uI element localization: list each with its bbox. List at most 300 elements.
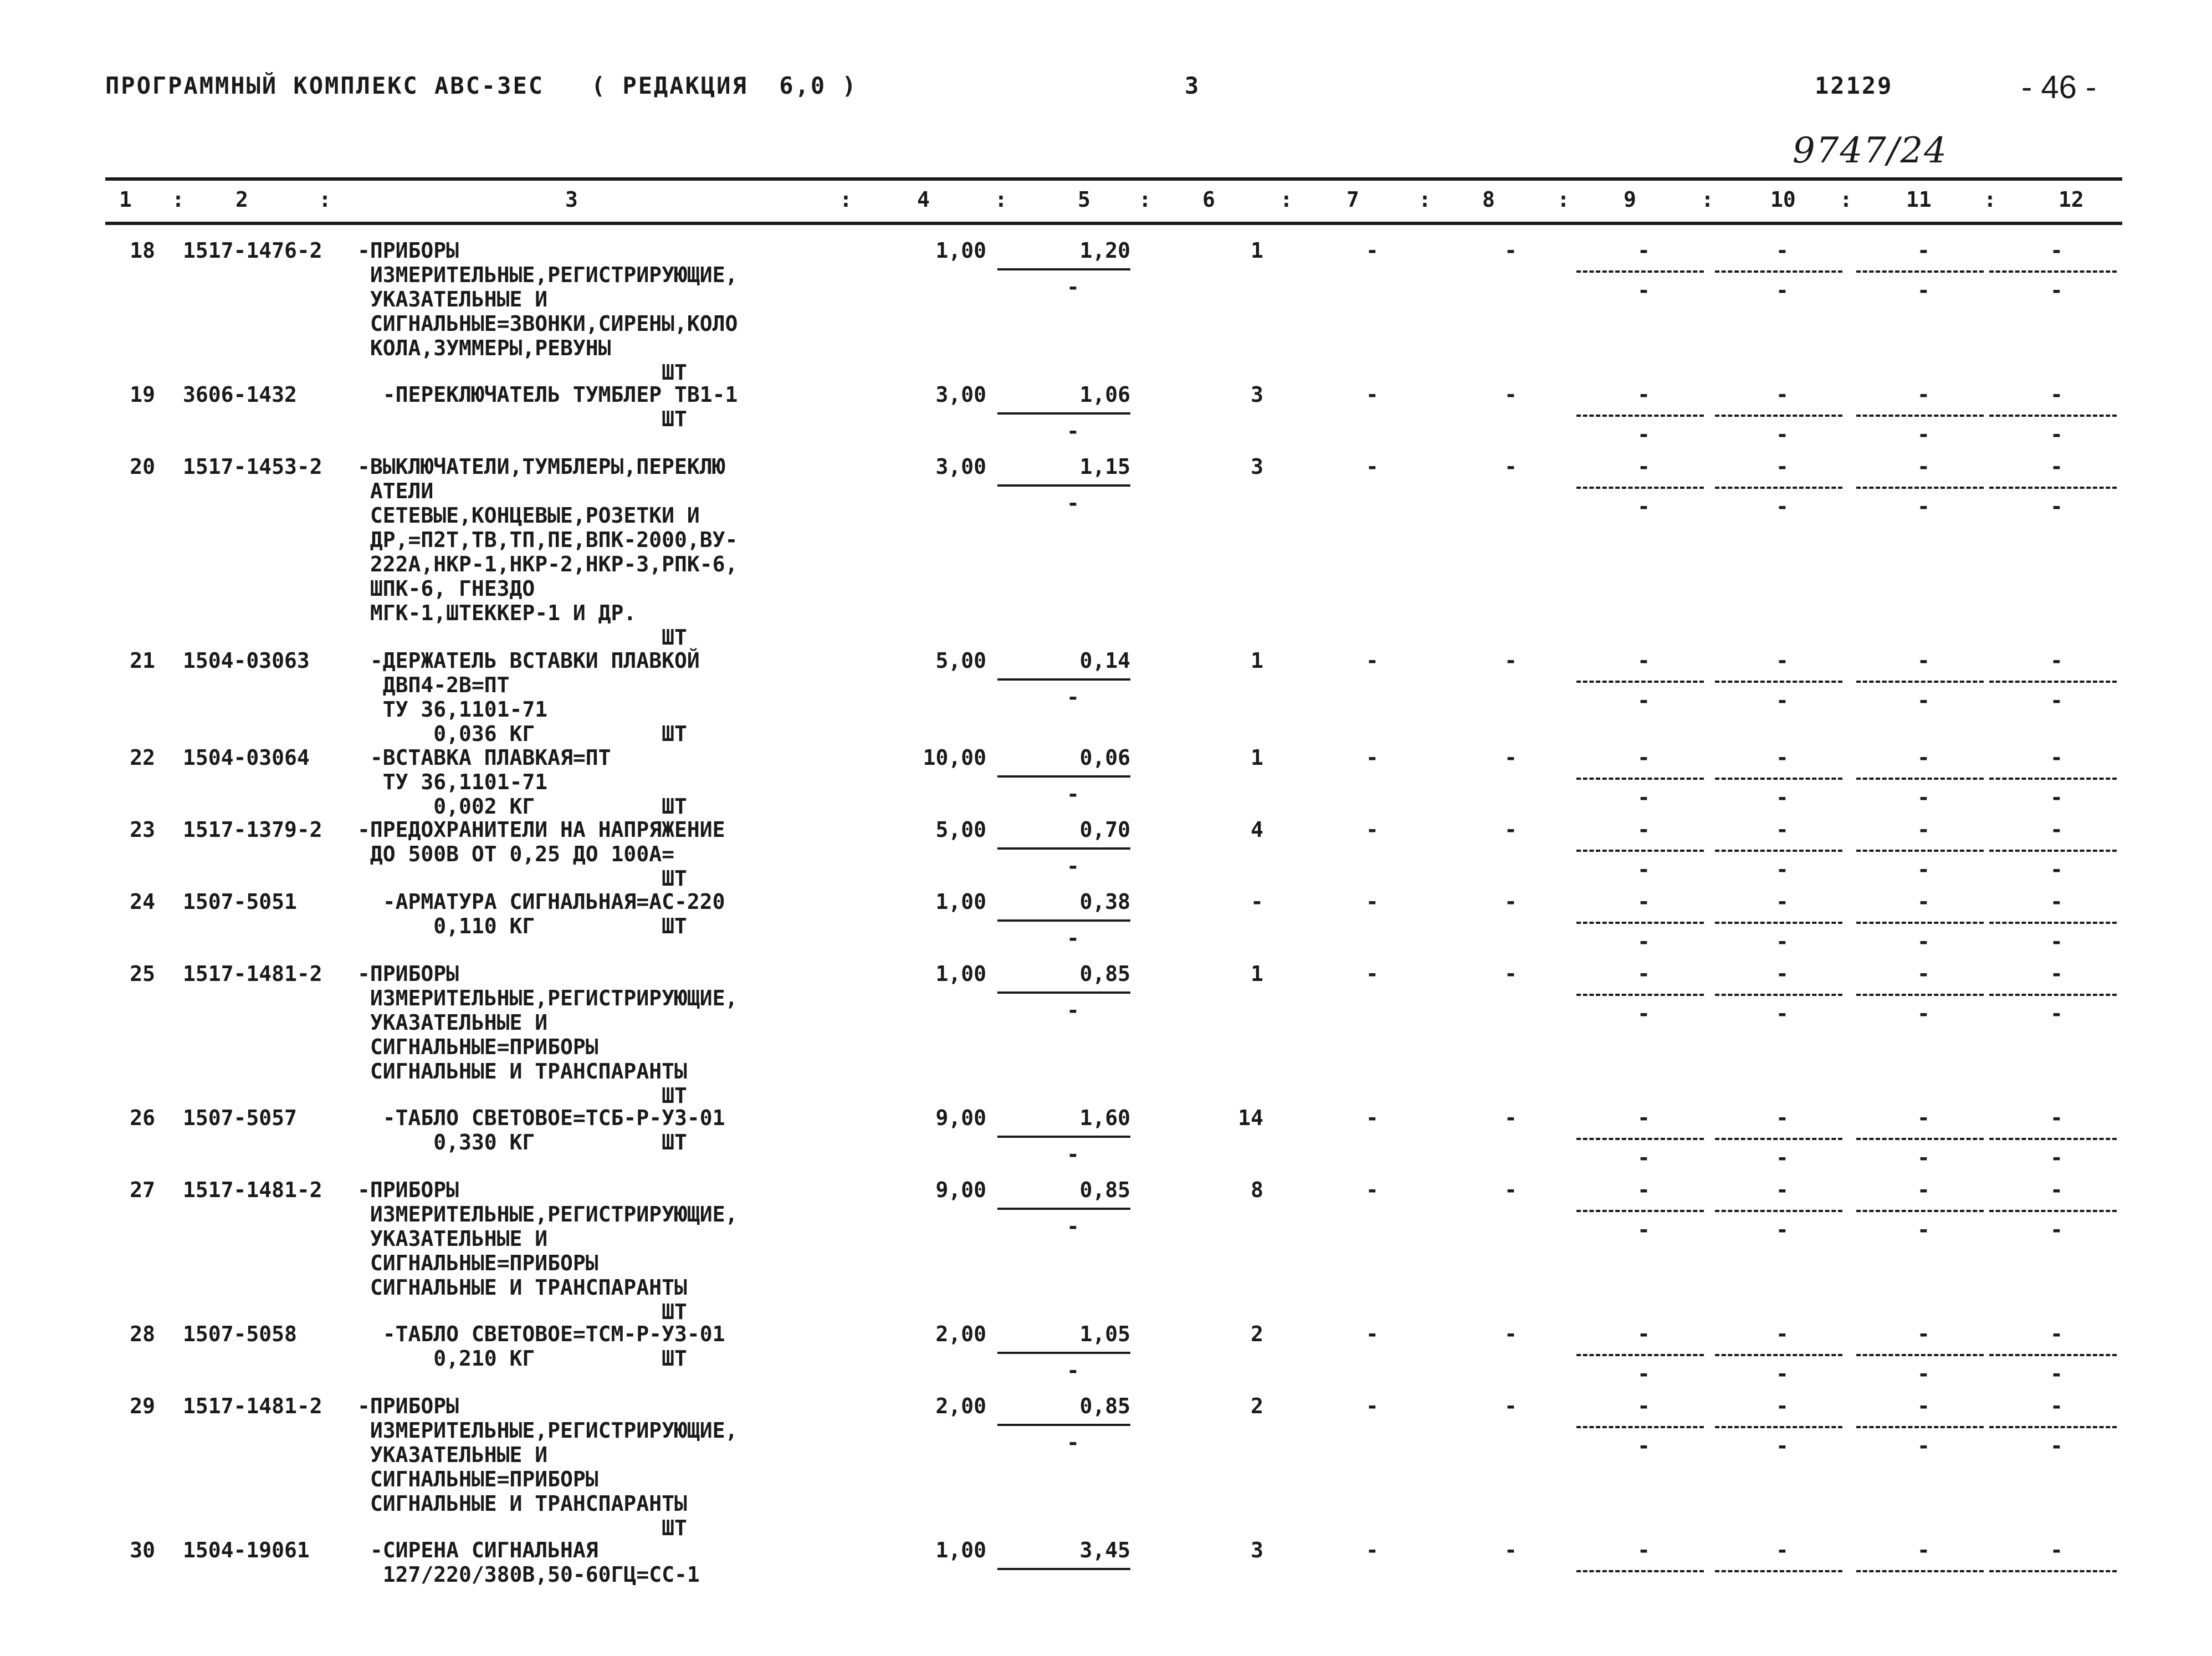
item-description-line: -ТАБЛО СВЕТОВОЕ=ТСБ-Р-У3-01 — [357, 1106, 725, 1130]
quantity-value: 2,00 — [935, 1322, 986, 1346]
item-description-line: МГК-1,ШТЕККЕР-1 И ДР. — [357, 601, 637, 625]
col12-sub-value: - — [2050, 688, 2063, 713]
rate-underline — [997, 991, 1130, 994]
item-description-line: -ВЫКЛЮЧАТЕЛИ,ТУМБЛЕРЫ,ПЕРЕКЛЮ — [357, 454, 725, 479]
item-code: 1504-19061 — [183, 1538, 310, 1562]
column-separator: : — [172, 187, 185, 212]
row-number: 27 — [130, 1178, 155, 1202]
rate-underline — [997, 1208, 1130, 1210]
col11-value: - — [1917, 1178, 1930, 1202]
column-header-2: 2 — [235, 187, 248, 212]
col10-sub-value: - — [1776, 1146, 1789, 1170]
col10-sub-value: - — [1776, 1434, 1789, 1458]
col10-value: - — [1776, 454, 1789, 479]
rate-underline — [997, 775, 1130, 778]
item-description-line: КОЛА,ЗУММЕРЫ,РЕВУНЫ — [357, 336, 611, 360]
column-separator: : — [1139, 187, 1151, 212]
col12-value: - — [2050, 745, 2063, 770]
cell-dashed-rule — [1989, 922, 2117, 924]
quantity-value: 1,00 — [935, 890, 986, 914]
column-header-4: 4 — [917, 187, 930, 212]
col10-value: - — [1776, 745, 1789, 770]
cell-dashed-rule — [1576, 778, 1704, 780]
col9-sub-value: - — [1637, 857, 1650, 882]
col10-sub-value: - — [1776, 688, 1789, 713]
item-description-line: 127/220/380В,50-60ГЦ=СС-1 — [357, 1562, 700, 1587]
rate-sub-value: - — [1067, 1142, 1079, 1167]
col10-value: - — [1776, 890, 1789, 914]
item-description-line: ШТ — [357, 1516, 687, 1540]
quantity-value: 2,00 — [935, 1394, 986, 1418]
row-number: 26 — [130, 1106, 155, 1130]
col11-sub-value: - — [1917, 1362, 1930, 1386]
column-separator: : — [1984, 187, 1996, 212]
cell-dashed-rule — [1715, 681, 1842, 683]
rate-underline — [997, 1136, 1130, 1138]
col10-value: - — [1776, 238, 1789, 263]
cell-dashed-rule — [1576, 1570, 1704, 1572]
cell-dashed-rule — [1989, 1210, 2117, 1212]
cell-dashed-rule — [1715, 1426, 1842, 1428]
rate-underline — [997, 268, 1130, 270]
col10-value: - — [1776, 1178, 1789, 1202]
col11-sub-value: - — [1917, 1001, 1930, 1026]
cell-dashed-rule — [1989, 1138, 2117, 1140]
row-number: 22 — [130, 745, 155, 770]
col11-value: - — [1917, 890, 1930, 914]
item-description-line: 0,330 КГ ШТ — [357, 1130, 687, 1154]
col11-sub-value: - — [1917, 688, 1930, 713]
quantity-value: 5,00 — [935, 817, 986, 842]
col12-value: - — [2050, 1178, 2063, 1202]
row-number: 29 — [130, 1394, 155, 1418]
count-value: - — [1251, 890, 1263, 914]
count-value: 1 — [1251, 745, 1263, 770]
quantity-value: 1,00 — [935, 962, 986, 986]
cell-dashed-rule — [1856, 1570, 1984, 1572]
cell-dashed-rule — [1856, 1354, 1984, 1356]
cell-dashed-rule — [1989, 415, 2117, 417]
item-description-line: ИЗМЕРИТЕЛЬНЫЕ,РЕГИСТРИРУЮЩИЕ, — [357, 986, 738, 1010]
unit-rate-value: 1,06 — [1079, 382, 1130, 407]
col8-value: - — [1504, 890, 1517, 914]
col7-value: - — [1366, 454, 1379, 479]
table-row — [0, 454, 2212, 650]
column-separator: : — [319, 187, 331, 212]
col8-value: - — [1504, 454, 1517, 479]
item-code: 1517-1476-2 — [183, 238, 322, 263]
document-title: ПРОГРАММНЫЙ КОМПЛЕКС АВС-ЗЕС ( РЕДАКЦИЯ 6,0 ) — [105, 72, 858, 99]
table-row — [0, 1538, 2212, 1587]
item-description-line: -ПЕРЕКЛЮЧАТЕЛЬ ТУМБЛЕР ТВ1-1 — [357, 382, 738, 407]
unit-rate-value: 1,05 — [1079, 1322, 1130, 1346]
table-row — [0, 1394, 2212, 1540]
cell-dashed-rule — [1989, 1354, 2117, 1356]
count-value: 3 — [1251, 1538, 1263, 1562]
table-row — [0, 890, 2212, 954]
row-number: 18 — [130, 238, 155, 263]
cell-dashed-rule — [1989, 270, 2117, 273]
quantity-value: 3,00 — [935, 382, 986, 407]
col11-sub-value: - — [1917, 929, 1930, 954]
column-header-3: 3 — [565, 187, 578, 212]
col11-value: - — [1917, 1394, 1930, 1418]
col12-sub-value: - — [2050, 1146, 2063, 1170]
quantity-value: 3,00 — [935, 454, 986, 479]
column-separator: : — [1419, 187, 1431, 212]
unit-rate-value: 0,06 — [1079, 745, 1130, 770]
col11-sub-value: - — [1917, 278, 1930, 303]
cell-dashed-rule — [1715, 1354, 1842, 1356]
item-code: 1517-1453-2 — [183, 454, 322, 479]
col10-sub-value: - — [1776, 278, 1789, 303]
header-code: 12129 — [1815, 72, 1893, 99]
column-header-9: 9 — [1624, 187, 1636, 212]
item-description-line: 0,036 КГ ШТ — [357, 722, 687, 746]
item-description-line: -ВСТАВКА ПЛАВКАЯ=ПТ — [357, 745, 611, 770]
col12-sub-value: - — [2050, 1362, 2063, 1386]
item-description-line: ИЗМЕРИТЕЛЬНЫЕ,РЕГИСТРИРУЮЩИЕ, — [357, 263, 738, 287]
table-row — [0, 1322, 2212, 1386]
row-number: 20 — [130, 454, 155, 479]
cell-dashed-rule — [1856, 1138, 1984, 1140]
col12-value: - — [2050, 454, 2063, 479]
rate-sub-value: - — [1067, 275, 1079, 299]
col9-value: - — [1637, 1538, 1650, 1562]
cell-dashed-rule — [1856, 922, 1984, 924]
cell-dashed-rule — [1989, 850, 2117, 852]
col8-value: - — [1504, 648, 1517, 673]
col12-value: - — [2050, 962, 2063, 986]
handwritten-annotation: 9747/24 — [1793, 130, 1948, 171]
rate-underline — [997, 1352, 1130, 1354]
cell-dashed-rule — [1856, 415, 1984, 417]
table-row — [0, 1178, 2212, 1324]
cell-dashed-rule — [1576, 850, 1704, 852]
rate-underline — [997, 919, 1130, 922]
item-description-line: ШТ — [357, 625, 687, 650]
col9-sub-value: - — [1637, 422, 1650, 447]
col10-sub-value: - — [1776, 785, 1789, 810]
unit-rate-value: 0,14 — [1079, 648, 1130, 673]
col11-sub-value: - — [1917, 1434, 1930, 1458]
cell-dashed-rule — [1715, 850, 1842, 852]
cell-dashed-rule — [1989, 487, 2117, 489]
col7-value: - — [1366, 382, 1379, 407]
cell-dashed-rule — [1576, 415, 1704, 417]
column-separator: : — [1280, 187, 1293, 212]
rate-sub-value: - — [1067, 926, 1079, 950]
col8-value: - — [1504, 1322, 1517, 1346]
item-description-line: ТУ 36,1101-71 — [357, 697, 548, 722]
col12-value: - — [2050, 1322, 2063, 1346]
cell-dashed-rule — [1856, 487, 1984, 489]
col7-value: - — [1366, 962, 1379, 986]
col10-value: - — [1776, 382, 1789, 407]
column-separator: : — [1557, 187, 1570, 212]
cell-dashed-rule — [1576, 681, 1704, 683]
item-description-line: -ПРЕДОХРАНИТЕЛИ НА НАПРЯЖЕНИЕ — [357, 817, 725, 842]
col8-value: - — [1504, 382, 1517, 407]
col11-value: - — [1917, 1106, 1930, 1130]
col8-value: - — [1504, 1394, 1517, 1418]
column-header-6: 6 — [1202, 187, 1215, 212]
col11-sub-value: - — [1917, 1218, 1930, 1242]
rate-sub-value: - — [1067, 1358, 1079, 1383]
cell-dashed-rule — [1715, 1138, 1842, 1140]
col12-sub-value: - — [2050, 1218, 2063, 1242]
item-description-line: -ПРИБОРЫ — [357, 1178, 459, 1202]
col12-sub-value: - — [2050, 1001, 2063, 1026]
col8-value: - — [1504, 1538, 1517, 1562]
count-value: 14 — [1238, 1106, 1263, 1130]
col9-value: - — [1637, 238, 1650, 263]
item-description-line: -АРМАТУРА СИГНАЛЬНАЯ=АС-220 — [357, 890, 725, 914]
item-description-line: -СИРЕНА СИГНАЛЬНАЯ — [357, 1538, 598, 1562]
item-code: 1507-5057 — [183, 1106, 297, 1130]
item-description-line: ШТ — [357, 360, 687, 385]
unit-rate-value: 1,20 — [1079, 238, 1130, 263]
count-value: 8 — [1251, 1178, 1263, 1202]
col10-sub-value: - — [1776, 929, 1789, 954]
col11-sub-value: - — [1917, 785, 1930, 810]
item-description-line: 0,110 КГ ШТ — [357, 914, 687, 938]
col11-sub-value: - — [1917, 1146, 1930, 1170]
page-number: - 46 - — [2021, 69, 2097, 105]
header-sheet-number: 3 — [1185, 72, 1201, 99]
col9-sub-value: - — [1637, 1001, 1650, 1026]
col9-value: - — [1637, 1178, 1650, 1202]
col11-value: - — [1917, 745, 1930, 770]
item-description-line: -ПРИБОРЫ — [357, 962, 459, 986]
item-code: 1517-1379-2 — [183, 817, 322, 842]
row-number: 24 — [130, 890, 155, 914]
col10-sub-value: - — [1776, 422, 1789, 447]
column-header-5: 5 — [1078, 187, 1090, 212]
column-separator: : — [1840, 187, 1852, 212]
rate-underline — [997, 678, 1130, 681]
col10-value: - — [1776, 1106, 1789, 1130]
column-header-12: 12 — [2059, 187, 2084, 212]
cell-dashed-rule — [1576, 922, 1704, 924]
cell-dashed-rule — [1715, 778, 1842, 780]
cell-dashed-rule — [1856, 850, 1984, 852]
cell-dashed-rule — [1576, 270, 1704, 273]
col7-value: - — [1366, 238, 1379, 263]
col7-value: - — [1366, 648, 1379, 673]
unit-rate-value: 0,85 — [1079, 1178, 1130, 1202]
unit-rate-value: 0,38 — [1079, 890, 1130, 914]
col11-value: - — [1917, 1322, 1930, 1346]
item-description-line: ИЗМЕРИТЕЛЬНЫЕ,РЕГИСТРИРУЮЩИЕ, — [357, 1418, 738, 1443]
col9-value: - — [1637, 890, 1650, 914]
rate-sub-value: - — [1067, 491, 1079, 515]
col9-sub-value: - — [1637, 688, 1650, 713]
col11-value: - — [1917, 648, 1930, 673]
row-number: 19 — [130, 382, 155, 407]
cell-dashed-rule — [1856, 994, 1984, 996]
rate-sub-value: - — [1067, 998, 1079, 1023]
table-row — [0, 1106, 2212, 1170]
item-description-line: ШТ — [357, 866, 687, 891]
cell-dashed-rule — [1856, 1210, 1984, 1212]
quantity-value: 9,00 — [935, 1178, 986, 1202]
quantity-value: 5,00 — [935, 648, 986, 673]
row-number: 30 — [130, 1538, 155, 1562]
item-code: 1507-5051 — [183, 890, 297, 914]
count-value: 2 — [1251, 1394, 1263, 1418]
item-description-line: ШТ — [357, 1083, 687, 1108]
item-description-line: АТЕЛИ — [357, 479, 434, 503]
col10-sub-value: - — [1776, 1218, 1789, 1242]
col9-sub-value: - — [1637, 1434, 1650, 1458]
col10-sub-value: - — [1776, 494, 1789, 519]
col11-sub-value: - — [1917, 494, 1930, 519]
item-description-line: СИГНАЛЬНЫЕ И ТРАНСПАРАНТЫ — [357, 1059, 687, 1083]
col10-value: - — [1776, 817, 1789, 842]
item-description-line: ИЗМЕРИТЕЛЬНЫЕ,РЕГИСТРИРУЮЩИЕ, — [357, 1202, 738, 1226]
rate-underline — [997, 1424, 1130, 1426]
col9-value: - — [1637, 817, 1650, 842]
column-separator: : — [839, 187, 852, 212]
rate-sub-value: - — [1067, 854, 1079, 878]
item-description-line: СИГНАЛЬНЫЕ=ПРИБОРЫ — [357, 1251, 598, 1275]
col9-value: - — [1637, 1106, 1650, 1130]
unit-rate-value: 0,70 — [1079, 817, 1130, 842]
cell-dashed-rule — [1576, 1138, 1704, 1140]
col11-sub-value: - — [1917, 857, 1930, 882]
item-description-line: -ПРИБОРЫ — [357, 1394, 459, 1418]
col12-sub-value: - — [2050, 494, 2063, 519]
rate-sub-value: - — [1067, 685, 1079, 709]
column-header-10: 10 — [1770, 187, 1796, 212]
col12-sub-value: - — [2050, 278, 2063, 303]
col9-sub-value: - — [1637, 785, 1650, 810]
cell-dashed-rule — [1856, 778, 1984, 780]
col12-value: - — [2050, 238, 2063, 263]
table-row — [0, 648, 2212, 746]
item-description-line: ТУ 36,1101-71 — [357, 770, 548, 794]
item-code: 1517-1481-2 — [183, 1394, 322, 1418]
cell-dashed-rule — [1989, 994, 2117, 996]
item-description-line: ДО 500В ОТ 0,25 ДО 100А= — [357, 842, 674, 866]
unit-rate-value: 3,45 — [1079, 1538, 1130, 1562]
col10-sub-value: - — [1776, 1001, 1789, 1026]
col9-value: - — [1637, 648, 1650, 673]
col12-sub-value: - — [2050, 857, 2063, 882]
cell-dashed-rule — [1715, 487, 1842, 489]
col8-value: - — [1504, 817, 1517, 842]
item-code: 1517-1481-2 — [183, 962, 322, 986]
col7-value: - — [1366, 1394, 1379, 1418]
row-number: 28 — [130, 1322, 155, 1346]
count-value: 4 — [1251, 817, 1263, 842]
col10-sub-value: - — [1776, 857, 1789, 882]
cell-dashed-rule — [1576, 1426, 1704, 1428]
col9-sub-value: - — [1637, 1362, 1650, 1386]
cell-dashed-rule — [1856, 270, 1984, 273]
rate-sub-value: - — [1067, 419, 1079, 443]
table-row — [0, 962, 2212, 1108]
table-row — [0, 745, 2212, 819]
item-description-line: УКАЗАТЕЛЬНЫЕ И — [357, 287, 548, 311]
cell-dashed-rule — [1989, 681, 2117, 683]
item-description-line: СЕТЕВЫЕ,КОНЦЕВЫЕ,РОЗЕТКИ И — [357, 503, 700, 528]
count-value: 2 — [1251, 1322, 1263, 1346]
item-description-line: УКАЗАТЕЛЬНЫЕ И — [357, 1443, 548, 1467]
column-header-7: 7 — [1346, 187, 1359, 212]
unit-rate-value: 0,85 — [1079, 962, 1130, 986]
cell-dashed-rule — [1856, 681, 1984, 683]
col11-value: - — [1917, 1538, 1930, 1562]
quantity-value: 1,00 — [935, 238, 986, 263]
col12-sub-value: - — [2050, 1434, 2063, 1458]
item-description-line: ШТ — [357, 1300, 687, 1324]
cell-dashed-rule — [1989, 1570, 2117, 1572]
item-code: 3606-1432 — [183, 382, 297, 407]
col12-value: - — [2050, 1538, 2063, 1562]
cell-dashed-rule — [1576, 994, 1704, 996]
col7-value: - — [1366, 817, 1379, 842]
item-description-line: -ПРИБОРЫ — [357, 238, 459, 263]
quantity-value: 9,00 — [935, 1106, 986, 1130]
col7-value: - — [1366, 1322, 1379, 1346]
col12-value: - — [2050, 890, 2063, 914]
col12-value: - — [2050, 648, 2063, 673]
col10-value: - — [1776, 1538, 1789, 1562]
item-description-line: УКАЗАТЕЛЬНЫЕ И — [357, 1010, 548, 1035]
item-description-line: 0,210 КГ ШТ — [357, 1346, 687, 1371]
col8-value: - — [1504, 962, 1517, 986]
cell-dashed-rule — [1989, 1426, 2117, 1428]
item-description-line: СИГНАЛЬНЫЕ=ЗВОНКИ,СИРЕНЫ,КОЛО — [357, 311, 738, 336]
col12-sub-value: - — [2050, 929, 2063, 954]
item-description-line: -ДЕРЖАТЕЛЬ ВСТАВКИ ПЛАВКОЙ — [357, 648, 700, 673]
col7-value: - — [1366, 1106, 1379, 1130]
count-value: 1 — [1251, 238, 1263, 263]
count-value: 1 — [1251, 962, 1263, 986]
col9-value: - — [1637, 745, 1650, 770]
row-number: 23 — [130, 817, 155, 842]
table-row — [0, 238, 2212, 385]
item-description-line: 0,002 КГ ШТ — [357, 794, 687, 819]
col12-value: - — [2050, 1394, 2063, 1418]
item-description-line: СИГНАЛЬНЫЕ И ТРАНСПАРАНТЫ — [357, 1491, 687, 1516]
col8-value: - — [1504, 745, 1517, 770]
item-description-line: ДР,=П2Т,ТВ,ТП,ПЕ,ВПК-2000,ВУ- — [357, 528, 738, 552]
column-header-11: 11 — [1906, 187, 1932, 212]
rate-sub-value: - — [1067, 1214, 1079, 1239]
rate-underline — [997, 1568, 1130, 1570]
col10-value: - — [1776, 1394, 1789, 1418]
count-value: 3 — [1251, 454, 1263, 479]
col10-value: - — [1776, 962, 1789, 986]
row-number: 25 — [130, 962, 155, 986]
cell-dashed-rule — [1576, 1210, 1704, 1212]
col9-value: - — [1637, 1322, 1650, 1346]
col12-sub-value: - — [2050, 422, 2063, 447]
cell-dashed-rule — [1715, 270, 1842, 273]
item-code: 1504-03063 — [183, 648, 310, 673]
col7-value: - — [1366, 890, 1379, 914]
col10-value: - — [1776, 648, 1789, 673]
rate-underline — [997, 484, 1130, 487]
count-value: 3 — [1251, 382, 1263, 407]
col12-value: - — [2050, 1106, 2063, 1130]
unit-rate-value: 1,60 — [1079, 1106, 1130, 1130]
quantity-value: 1,00 — [935, 1538, 986, 1562]
column-separator: : — [1701, 187, 1714, 212]
